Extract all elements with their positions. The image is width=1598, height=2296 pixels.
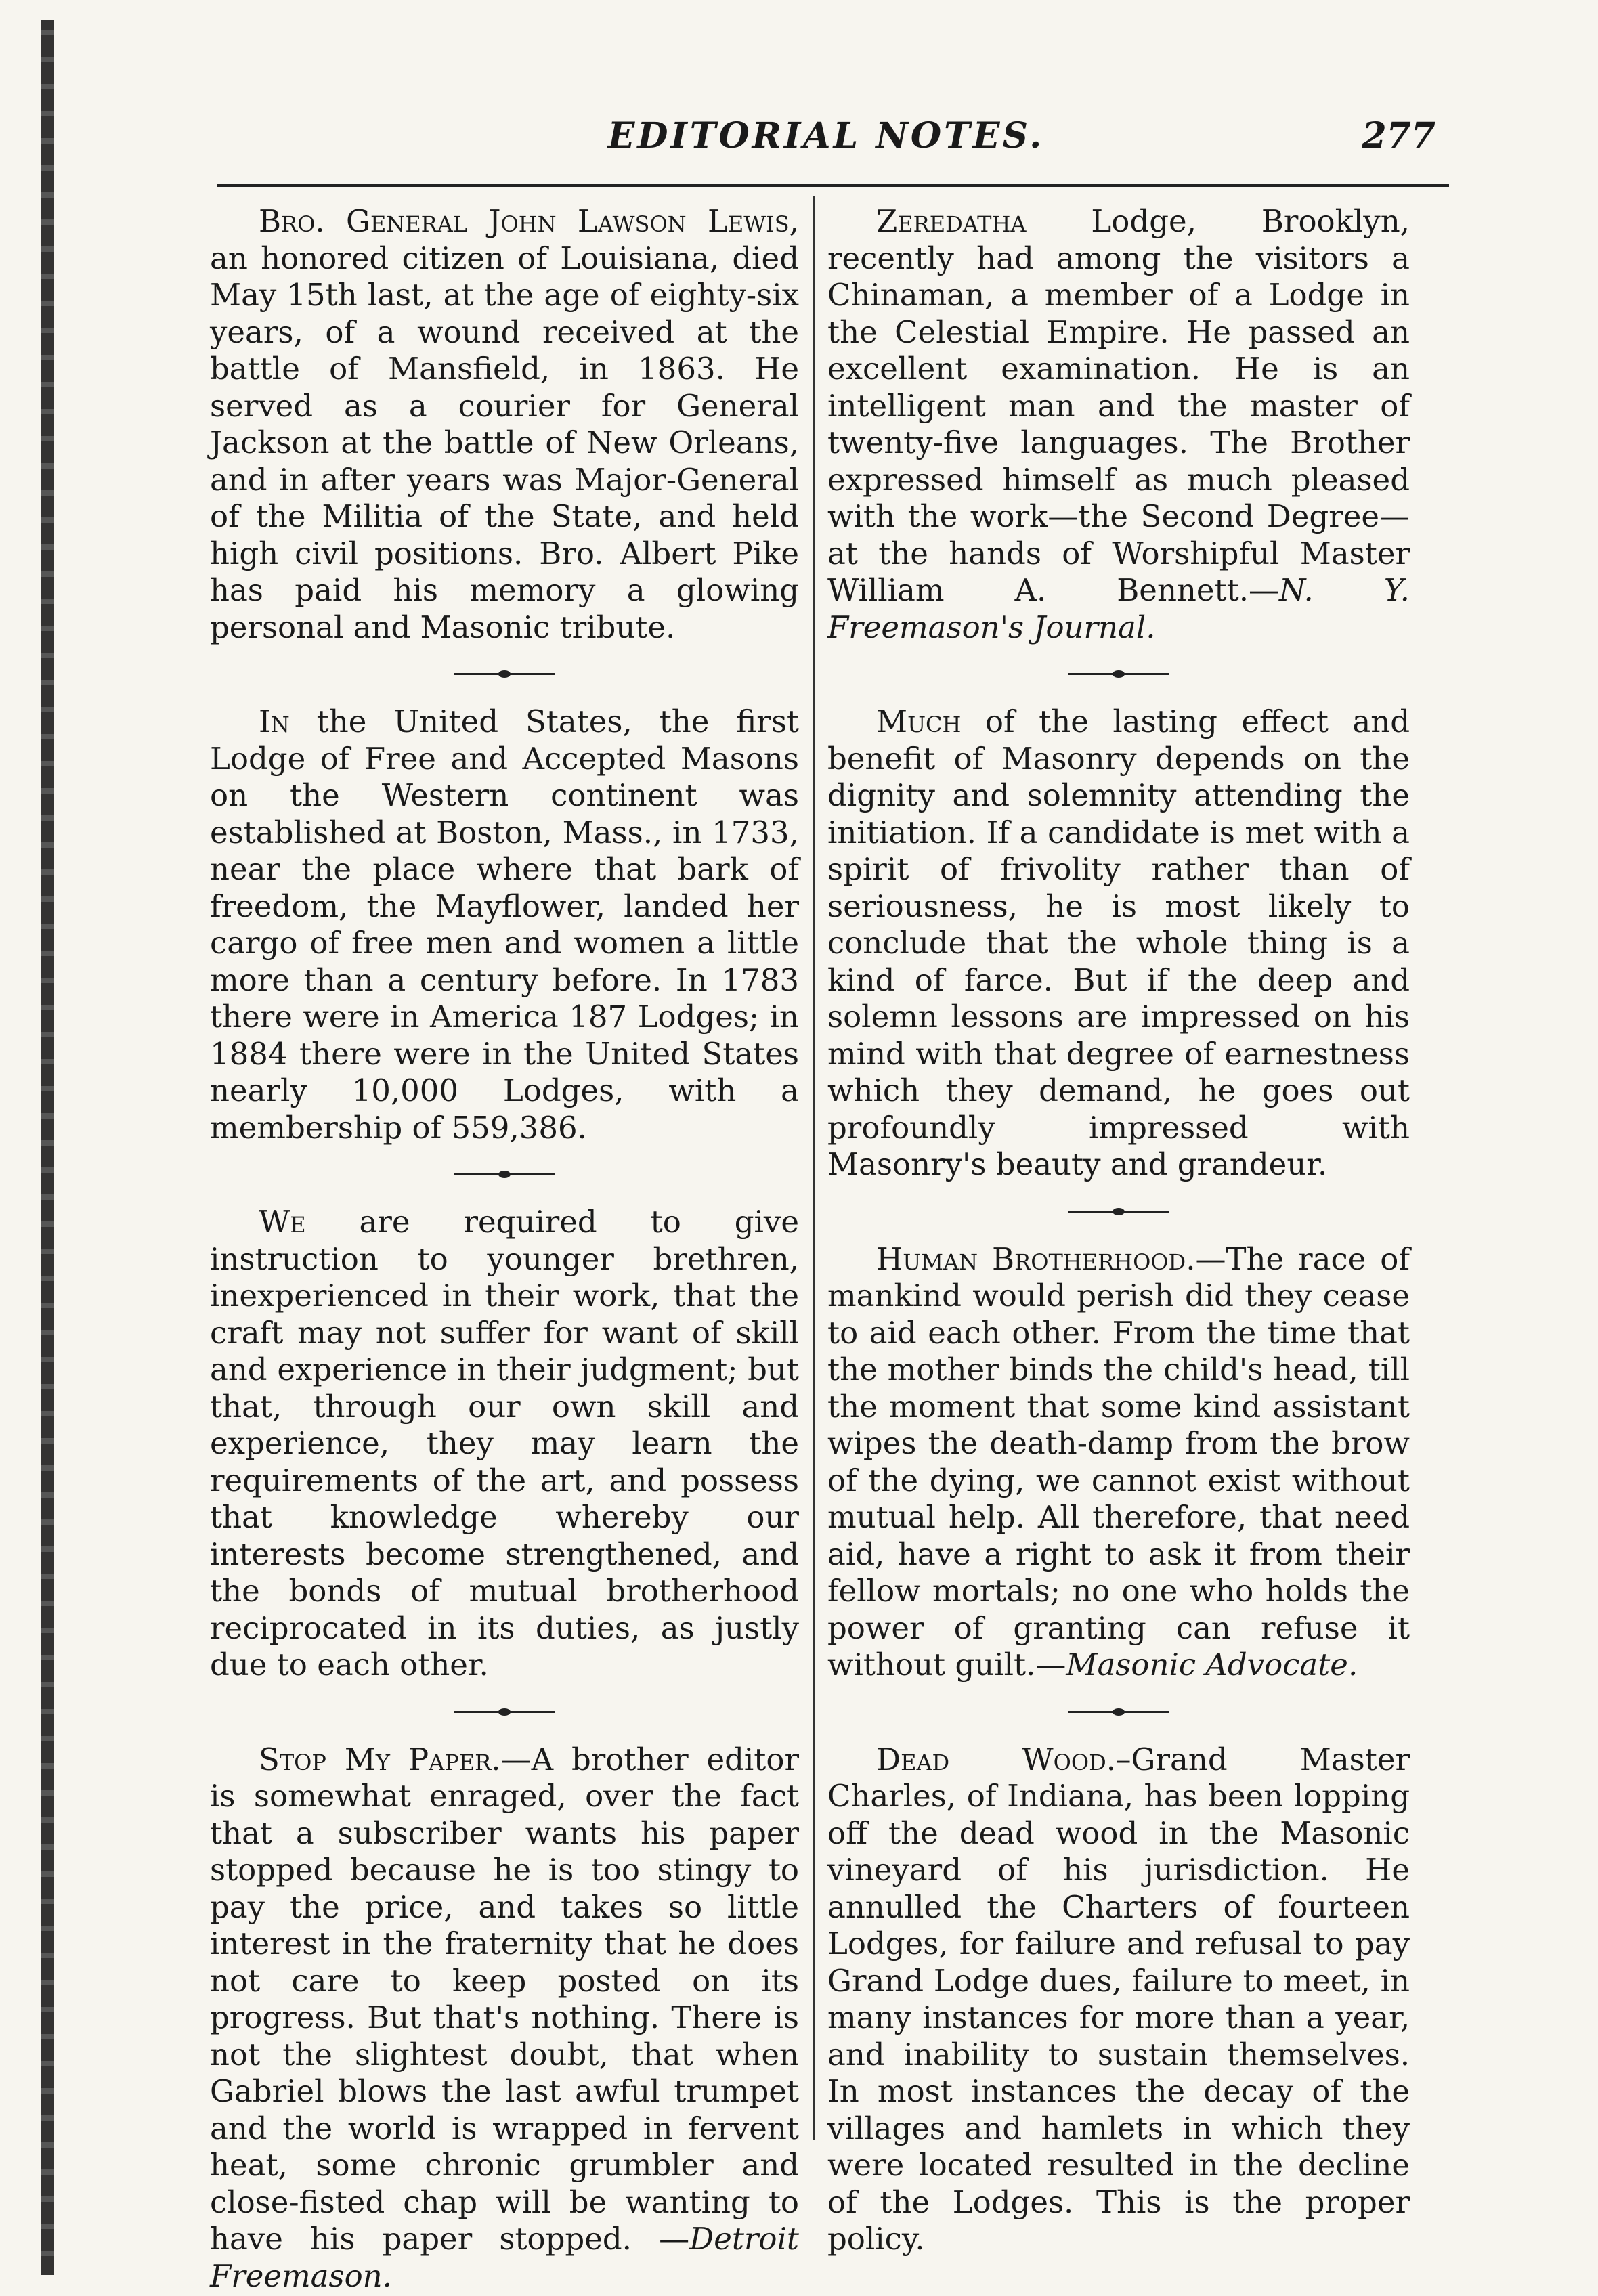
section-separator: [1068, 1711, 1169, 1713]
note-text: —The race of mankind would perish did they cease to aid each other. From the time that the mother binds the child's head, till the moment that some kind assistant wipes the death-damp from the brow of the dying, we cannot exist without mutual help. All therefore, that need aid, have a right to ask it from their fellow mortals; no one who holds the power of granting can refuse it without guilt.—: [827, 1240, 1410, 1683]
section-separator: [454, 673, 555, 675]
note-lead: Stop My Paper.: [259, 1741, 501, 1777]
section-separator: [1068, 673, 1169, 675]
note-text: Lodge, Brooklyn, recently had among the visitors a Chinaman, a member of a Lodge in the Celestial Empire. He passed an excellent examination. He is an intelligent man and the master of twenty-five languages. The Brother expressed himself as much pleased with the work—the Second Degree—at the hands of Worshipful Master William A. Bennett.—: [827, 203, 1410, 608]
note-lead: Dead Wood.: [876, 1741, 1117, 1777]
note-source: N. Y. Freemason's Journal.: [827, 572, 1410, 645]
note-text: are required to give instruction to younger brethren, inexperienced in their work, that the craft may not suffer for want of skill and experience in their judgment; but that, through our own skill and experience, they may learn the requirements of the art, and possess that knowledge whereby our interests become strengthened, and the bonds of mutual brotherhood reciprocated in its duties, as justly due to each other.: [210, 1204, 799, 1683]
note-stop-my-paper: [210, 1741, 799, 2295]
note-text: of the lasting effect and benefit of Masonry depends on the dignity and solemnity attending the initiation. If a candidate is met with a spirit of frivolity rather than of seriousness, he is most likely to conclude that the whole thing is a kind of farce. But if the deep and solemn lessons are impressed on his mind with that degree of earnestness which they demand, he goes out profoundly impressed with Masonry's beauty and grandeur.: [827, 703, 1410, 1182]
note-text: an honored citizen of Louisiana, died May 15th last, at the age of eighty-six years, of a wound received at the battle of Mansfield, in 1863. He served as a courier for General Jackson at the battle of New Orleans, and in after years was Major-General of the Militia of the State, and held high civil positions. Bro. Albert Pike has paid his memory a glowing personal and Masonic tribute.: [210, 240, 799, 645]
note-lead: Human Brotherhood.: [876, 1240, 1196, 1277]
page-header: [217, 108, 1435, 169]
note-source: Detroit Freemason.: [210, 2221, 799, 2294]
left-column: [210, 203, 799, 2295]
note-lasting-effect: [827, 703, 1410, 1184]
note-lead: Bro. General John Lawson Lewis,: [259, 203, 799, 239]
note-text: —A brother editor is somewhat enraged, over the fact that a subscriber wants his paper stopped because he is too stingy to pay the price, and takes so little interest in the fraternity that he does not care to keep posted on its progress. But that's nothing. There is not the slightest doubt, that when Gabriel blows the last awful trumpet and the world is wrapped in fervent heat, some chronic grumbler and close-fisted chap will be wanting to have his paper stopped. —: [210, 1741, 799, 2257]
note-text: –Grand Master Charles, of Indiana, has been lopping off the dead wood in the Masonic vineyard of his jurisdiction. He annulled the Charters of fourteen Lodges, for failure and refusal to pay Grand Lodge dues, failure to meet, in many instances for more than a year, and inability to sustain themselves. In most instances the decay of the villages and hamlets in which they were located resulted in the decline of the Lodges. This is the proper policy.: [827, 1741, 1410, 2257]
page-number: 277: [1362, 115, 1435, 156]
note-dead-wood: [827, 1741, 1410, 2258]
note-human-brotherhood: [827, 1241, 1410, 1684]
note-text: the United States, the first Lodge of Free and Accepted Masons on the Western continent was established at Boston, Mass., in 1733, near the place where that bark of freedom, the Mayflower, landed her cargo of free men and women a little more than a century before. In 1783 there were in America 187 Lodges; in 1884 there were in the United States nearly 10,000 Lodges, with a membership of 559,386.: [210, 703, 799, 1146]
note-lead: Much: [876, 703, 962, 739]
header-rule: [217, 184, 1449, 187]
note-source: Masonic Advocate.: [1066, 1647, 1358, 1683]
note-general-lewis: [210, 203, 799, 646]
section-separator: [454, 1173, 555, 1175]
note-first-lodge: [210, 703, 799, 1146]
note-lead: Zeredatha: [876, 203, 1027, 239]
section-separator: [1068, 1211, 1169, 1213]
running-title: EDITORIAL NOTES.: [607, 115, 1045, 156]
page-binding-edge: [41, 20, 54, 2275]
note-lead: We: [259, 1204, 306, 1240]
note-instruction: [210, 1204, 799, 1684]
right-column: [827, 203, 1410, 2258]
section-separator: [454, 1711, 555, 1713]
note-lead: In: [259, 703, 290, 739]
note-zeredatha-lodge: [827, 203, 1410, 646]
column-rule: [813, 196, 815, 2140]
